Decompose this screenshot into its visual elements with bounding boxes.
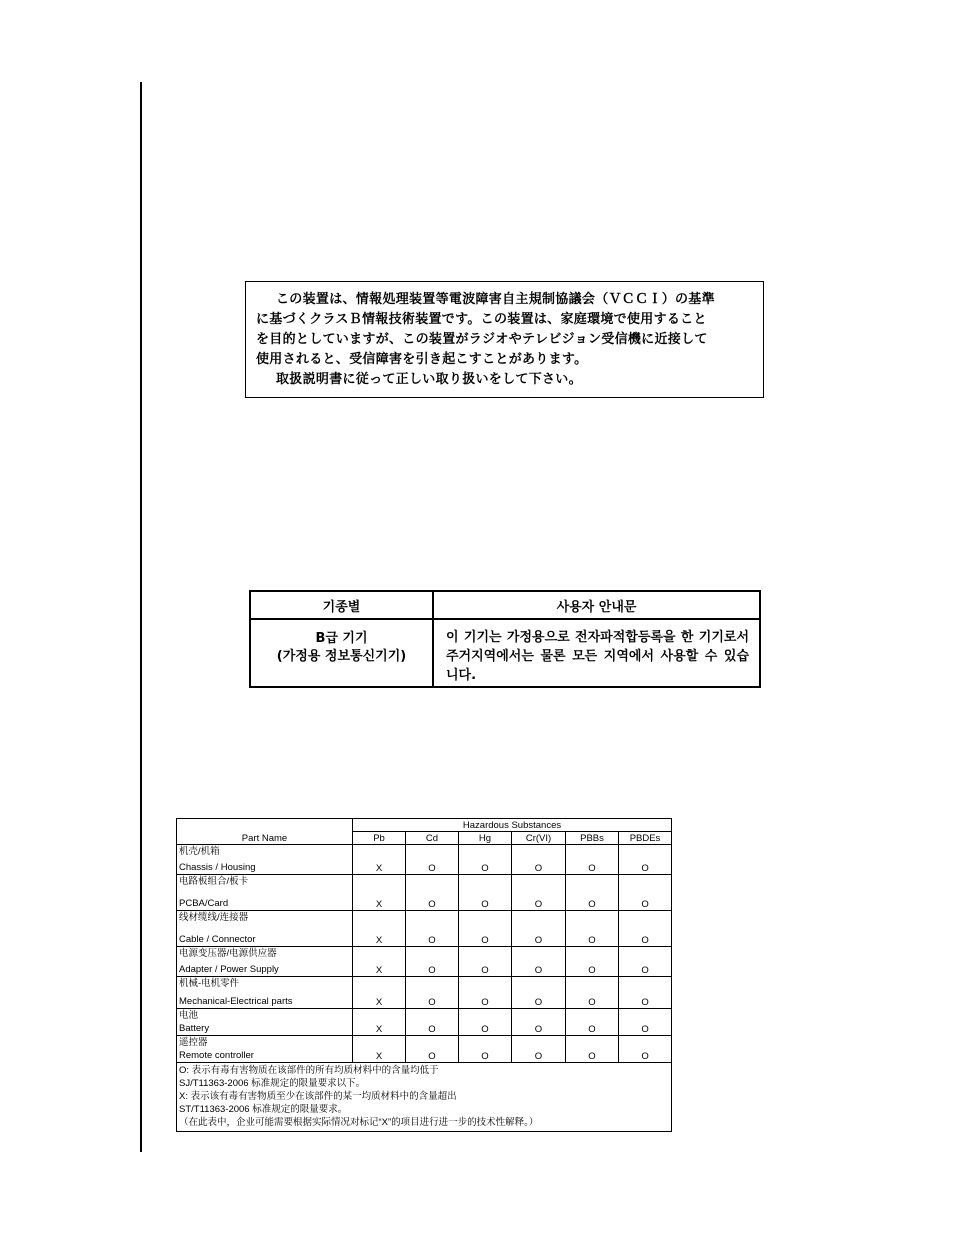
substance-value-cell: O xyxy=(406,977,459,1009)
part-name-cell xyxy=(177,947,353,977)
substance-value-cell: X xyxy=(353,947,406,977)
korea-device-class xyxy=(251,620,434,686)
substance-value-cell: O xyxy=(459,875,512,911)
hazardous-substances-header: Hazardous Substances xyxy=(353,819,672,832)
note-line: X: 表示该有毒有害物质至少在该部件的某一均质材料中的含量超出 xyxy=(179,1091,457,1102)
table-row xyxy=(177,911,672,947)
substance-value-cell: X xyxy=(353,911,406,947)
substance-value-cell: O xyxy=(619,1036,672,1063)
vcci-notice-box xyxy=(245,281,764,398)
part-name-english: PCBA/Card xyxy=(179,898,229,909)
substance-value-cell: O xyxy=(566,911,619,947)
substance-column-header: Hg xyxy=(459,832,512,845)
part-name-cell xyxy=(177,977,353,1009)
substance-column-header: Cd xyxy=(406,832,459,845)
part-name-header: Part Name xyxy=(177,819,353,845)
substance-value-cell: O xyxy=(619,911,672,947)
substance-value-cell: O xyxy=(619,845,672,875)
korea-class-line-1: B급 기기 xyxy=(315,631,368,646)
substance-value-cell: O xyxy=(512,875,566,911)
table-row xyxy=(177,1009,672,1036)
part-name-english: Battery xyxy=(179,1023,210,1034)
table-row xyxy=(177,947,672,977)
table-row xyxy=(177,1036,672,1063)
part-name-english: Adapter / Power Supply xyxy=(179,964,279,975)
substance-value-cell: X xyxy=(353,845,406,875)
substance-value-cell: O xyxy=(406,947,459,977)
substance-value-cell: O xyxy=(619,1009,672,1036)
part-name-cell xyxy=(177,875,353,911)
note-line: ST/T11363-2006 标准规定的限量要求。 xyxy=(179,1104,348,1115)
korea-header-notice: 사용자 안내문 xyxy=(434,592,759,620)
part-name-chinese: 机械-电机零件 xyxy=(179,978,240,989)
substance-value-cell: O xyxy=(566,947,619,977)
substance-value-cell: O xyxy=(566,845,619,875)
substance-column-header: PBBs xyxy=(566,832,619,845)
table-notes xyxy=(177,1063,672,1132)
substance-value-cell: O xyxy=(406,1036,459,1063)
korea-user-notice: 이 기기는 가정용으로 전자파적합등록을 한 기기로서 주거지역에서는 물론 모든 지역에서 사용할 수 있습니다. xyxy=(446,630,749,683)
part-name-english: Remote controller xyxy=(179,1050,254,1061)
part-name-english: Cable / Connector xyxy=(179,934,256,945)
hazardous-substances-table xyxy=(176,818,672,1132)
substance-value-cell: O xyxy=(459,1009,512,1036)
substance-value-cell: O xyxy=(406,1009,459,1036)
substance-value-cell: O xyxy=(512,845,566,875)
part-name-chinese: 线材缆线/连接器 xyxy=(179,912,249,923)
substance-value-cell: O xyxy=(406,875,459,911)
substance-value-cell: O xyxy=(619,977,672,1009)
vcci-line-5: 取扱説明書に従って正しい取り扱いをして下さい。 xyxy=(276,372,582,387)
part-name-english: Mechanical-Electrical parts xyxy=(179,996,293,1007)
table-row xyxy=(177,977,672,1009)
note-line: （在此表中，企业可能需要根据实际情况对标记“X”的项目进行进一步的技术性解释。） xyxy=(179,1117,539,1128)
substance-value-cell: O xyxy=(619,947,672,977)
substance-value-cell: O xyxy=(512,911,566,947)
part-name-chinese: 机壳/机箱 xyxy=(179,846,220,857)
note-line: O: 表示有毒有害物质在该部件的所有均质材料中的含量均低于 xyxy=(179,1065,439,1076)
table-row xyxy=(177,875,672,911)
substance-value-cell: O xyxy=(566,1009,619,1036)
korea-class-line-2: (가정용 정보통신기기) xyxy=(276,649,407,664)
substance-value-cell: O xyxy=(512,947,566,977)
vcci-line-4: 使用されると、受信障害を引き起こすことがあります。 xyxy=(256,352,588,367)
vcci-line-3: を目的としていますが、この装置がラジオやテレビジョン受信機に近接して xyxy=(256,332,708,347)
vcci-line-2: に基づくクラスＢ情報技術装置です。この装置は、家庭環境で使用すること xyxy=(256,312,707,327)
substance-value-cell: O xyxy=(566,977,619,1009)
table-row xyxy=(177,845,672,875)
substance-value-cell: O xyxy=(512,977,566,1009)
part-name-cell xyxy=(177,911,353,947)
substance-value-cell: X xyxy=(353,875,406,911)
substance-column-header: PBDEs xyxy=(619,832,672,845)
substance-value-cell: O xyxy=(459,1036,512,1063)
substance-value-cell: O xyxy=(406,911,459,947)
substance-value-cell: X xyxy=(353,1009,406,1036)
substance-column-header: Cr(VI) xyxy=(512,832,566,845)
substance-column-header: Pb xyxy=(353,832,406,845)
part-name-cell xyxy=(177,1036,353,1063)
part-name-english: Chassis / Housing xyxy=(179,862,256,873)
substance-value-cell: O xyxy=(459,947,512,977)
substance-value-cell: O xyxy=(512,1036,566,1063)
substance-value-cell: O xyxy=(619,875,672,911)
korea-notice-table xyxy=(249,590,761,688)
part-name-cell xyxy=(177,845,353,875)
substance-value-cell: O xyxy=(512,1009,566,1036)
note-line: SJ/T11363-2006 标准规定的限量要求以下。 xyxy=(179,1078,366,1089)
substance-value-cell: O xyxy=(566,875,619,911)
part-name-chinese: 遥控器 xyxy=(179,1037,208,1048)
substance-value-cell: X xyxy=(353,1036,406,1063)
substance-value-cell: X xyxy=(353,977,406,1009)
part-name-cell xyxy=(177,1009,353,1036)
substance-value-cell: O xyxy=(406,845,459,875)
part-name-chinese: 电源变压器/电源供应器 xyxy=(179,948,277,959)
substance-value-cell: O xyxy=(566,1036,619,1063)
part-name-chinese: 电路板组合/板卡 xyxy=(179,876,249,887)
substance-value-cell: O xyxy=(459,845,512,875)
substance-value-cell: O xyxy=(459,977,512,1009)
vcci-line-1: この装置は、情報処理装置等電波障害自主規制協議会（ＶＣＣＩ）の基準 xyxy=(276,292,715,307)
substance-value-cell: O xyxy=(459,911,512,947)
margin-rule xyxy=(140,82,142,1152)
part-name-chinese: 电池 xyxy=(179,1010,199,1021)
korea-header-class: 기종별 xyxy=(251,592,434,620)
